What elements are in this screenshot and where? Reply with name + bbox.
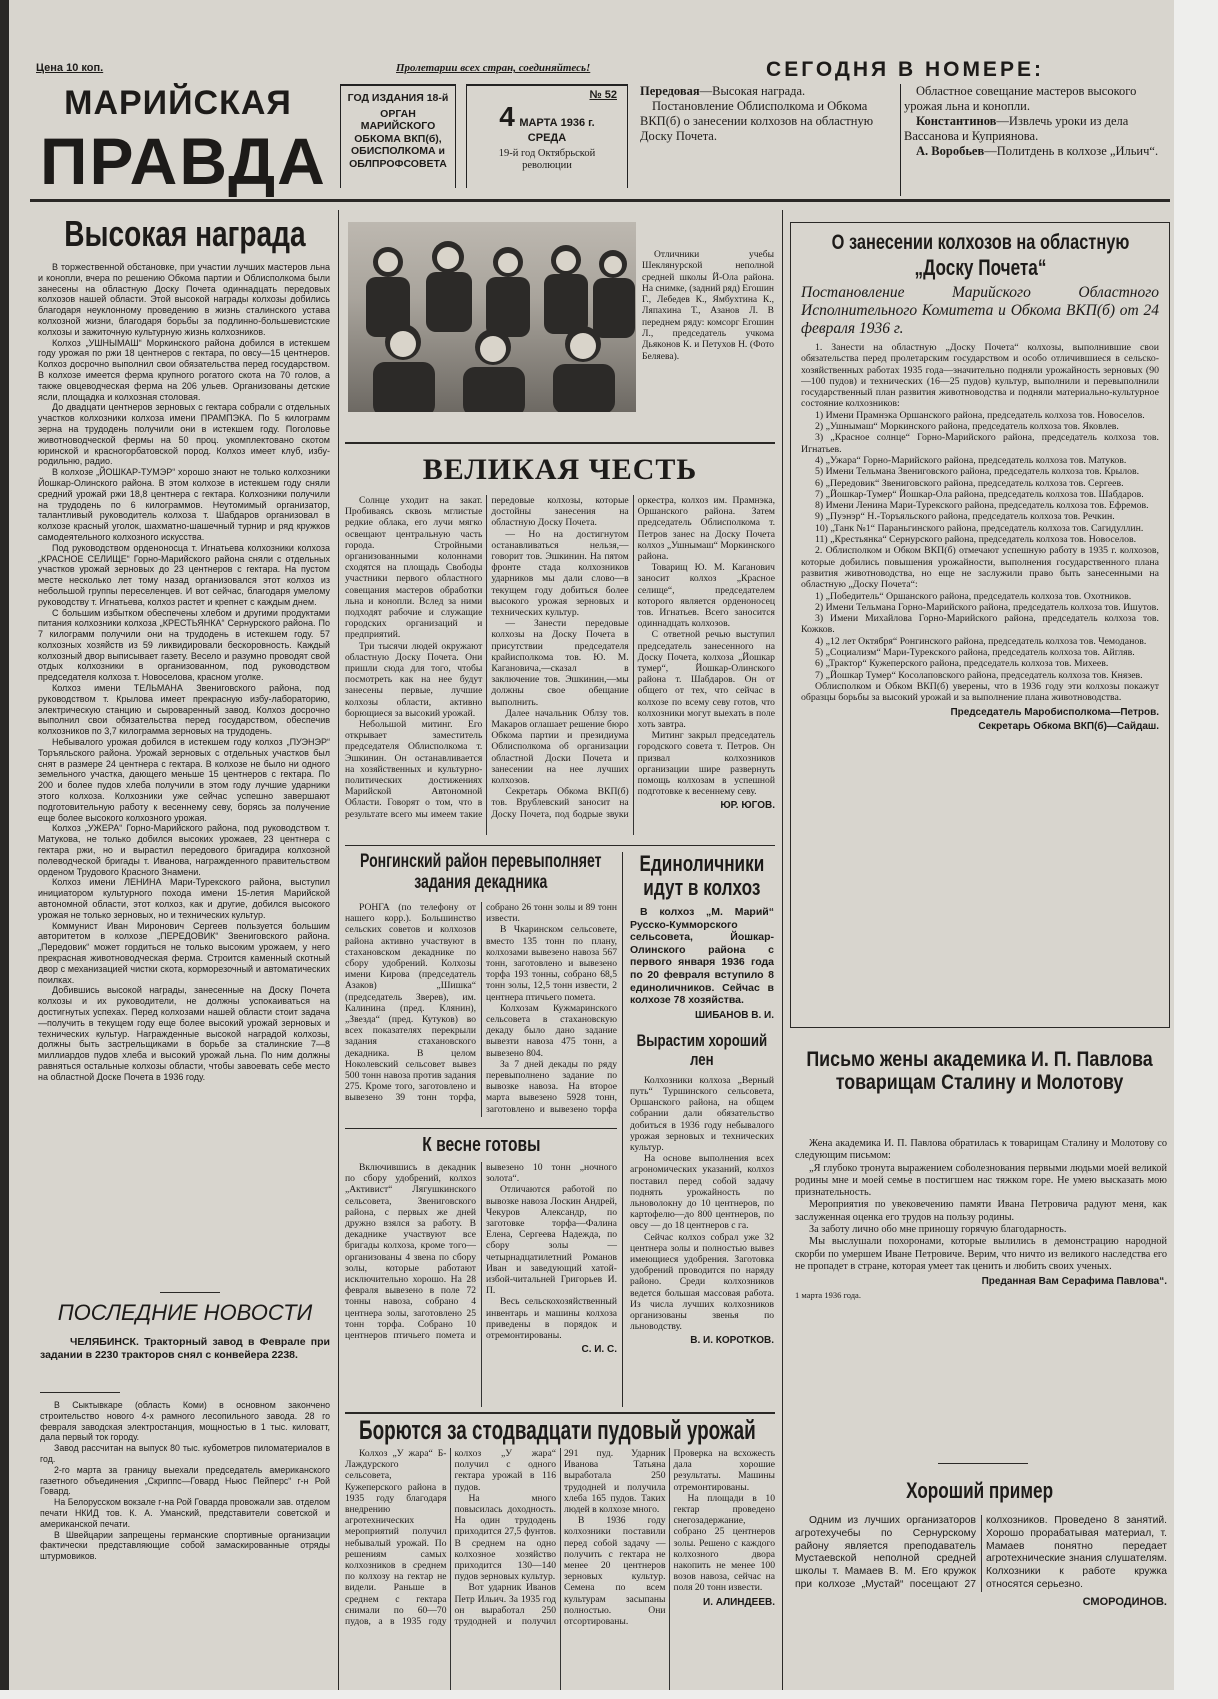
contents-item[interactable] [904,144,1160,159]
decree-list-item: 2) Имени Тельмана Горно-Марийского района, председатель колхоза тов. Ишутов. [815,601,1159,613]
paragraph: РОНГА (по телефону от нашего корр.). Большинство сельских советов и колхозов района активно участвуют в стахановском декаднике по сбору удобрений. Колхозы имени Кирова (председатель Азаков) „Шишка“ (председатель Зверев), им. Калинина (пред. Клянин), „Звезда“ (пред. Кутуков) во всех показателях перекрыли задания стахановского декадника. В целом Ноколевский сельсовет вывез 500 тонн навоза против задания 275. Кроме того, заготовлено и вывезено 39 тонн торфа, собрано 26 тонн золы и 89 тонн извести. [345,902,617,1104]
decree-list-item: 4) „12 лет Октября“ Ронгинского района, председатель колхоза тов. Чемоданов. [815,635,1147,647]
letter-title-text: Письмо жены академика И. П. Павлова товарищам Сталину и Молотову [806,1048,1154,1094]
decree-body [801,342,1159,732]
masthead-rule [30,199,1170,202]
example-body [795,1515,1167,1592]
decree-paragraph: 1. Занести на областную „Доску Почета“ колхозы, выполнившие свои обязательства перед пролетарским государством и особо отличившиеся в сельско-хозяйственных работах 1935 года—значительно подняли урожайность зерновых (90—100 пудов) и технических (16—25 пудов) культур, выполнили и перевыполнили государственный план развития животноводства и подняли материально-культурное состояние колхозников: [801,342,1159,410]
column-rule [338,210,339,1690]
spring-title-text: К весне готовы [421,1134,541,1156]
paragraph: В колхозе „ЙОШКАР-ТУМЭР“ хорошо знают не только колхозники Йошкар-Олинского района. В этом колхозе в истекшем году сняли средний урожай ржи 18,8 центнера с гектара. Колхозники получили на трудодень по 6 килограммов. Неутомимый организатор, талантливый руководитель колхоза т. Шабдаров организовал в колхозе красный уголок, шахматно-шашечный турнир и ряд кружков самодеятельного колхозного искусства. [38,467,330,542]
publisher-box [340,84,456,188]
paragraph: В Сыктывкаре (область Коми) в основном закончено строительство нового 4-х рамного лесопильного завода. 28 го февраля заводская электростанция, мощностью в 1 тыс. киловатт, дала первый ток городу. [40,1400,330,1443]
logo-top [28,84,328,122]
paragraph: С ответной речью выступил председатель занесенного на Доску Почета, колхоза „Йошкар тумер“, Йошкар-Олинского района т. Шабдаров. Он от общего от тех, что сейчас в колхозе по всему севу готов, что колхозники могут выехать в поле хоть завтра. [637,629,775,731]
contents-title: СЕГОДНЯ В НОМЕРЕ: [766,58,1044,81]
signature: В. И. КОРОТКОВ. [690,1335,774,1347]
individual-body: В колхоз „М. Марий“ Русско-Кумморского сельсовета, Йошкар-Олинского района с первого января 1936 года по 20 февраля вступило 8 единоличников. Сейчас в колхозе 78 хозяйства. [630,906,774,1007]
letter-signature: Преданная Вам Серафима Павлова“. [981,1276,1167,1288]
decree-paragraph: 2. Облисполком и Обком ВКП(б) отмечают успешную работу в 1935 г. колхозов, которые добились повышения урожайности, выполнения государственного плана развития животноводства, но еще не заслужили право быть занесенными на областную „Доску Почета“: [801,545,1159,591]
divider [345,1412,775,1414]
letter-body [795,1138,1167,1456]
paragraph: Колхоз „УШНЫМАШ“ Моркинского района добился в истекшем году урожая по ржи 18 центнеров с гектара, по овсу—15 центнеров. Колхоз досрочно выполнил свои обязательства перед государством. В колхозе имеется ферма крупного рогатого скота на 70 голов, а также овцеводческая ферма на 206 ульев. Организованы детские ясли, площадка и колхозная столовая. [38,337,330,402]
decree-title [801,231,1159,255]
letter-title [790,1048,1170,1094]
paragraph: Колхоз „У жара“ Б-Лаждурского сельсовета, Кужеперского района в 1935 году благодаря внедрению агротехнических мероприятий получил небывалый урожай. По решениям самых колхозников в среднем по колхозу на гектар не видели. Раньше в среднем с гектара снимали по 60—70 пудов, а в 1935 году колхоз „У жара“ получил с одного гектара урожай в 116 пудов. [345,1448,556,1628]
example-title [790,1478,1170,1504]
paragraph: До двадцати центнеров зерновых с гектара собрали с отдельных участков колхозники колхоза имени ПРАМПЭКА. По 5 килограмм зерна на трудодень получили они в истекшем году. Поголовье животноводческой фермы на 50 проц. укомплектовано скотом юринской и красногорбатовской пород. Колхоз имеет клуб, избу-родильню, радио. [38,402,330,467]
column-rule [782,210,783,1690]
paragraph: Небывалого урожая добился в истекшем году колхоз „ПУЭНЭР“ Торъяльского района. Урожай зерновых с отдельных участков был снят в размере 24 центнера с гектара. В колхозе не было ни одного земельного участка, дающего меньше 15 центнеров с гектара. По 200 и более пудов хлеба получили в этом году лучшие ударники этого колхоза. Колхозники уже сейчас успешно завершают подготовительную работу к весеннему севу, борясь за получение еще более высокого колхозного урожая. [38,737,330,823]
individual-signature: ШИБАНОВ В. И. [694,1009,774,1021]
decree-list-item: 5) Имени Тельмана Звениговского района, председатель колхоза тов. Крылов. [815,466,1140,478]
editorial-body [38,262,330,1282]
students-photo [348,222,636,412]
org-line: МАРИЙСКОГО [360,120,436,132]
decree-list-item: 8) Имени Ленина Мари-Турекского района, председатель колхоза тов. Ефремов. [815,500,1149,512]
paragraph: С большим избытком обеспечены хлебом и другими продуктами питания колхозники колхоза „КРЕСТЬЯНКА“ Сернурского района. По 7 килограмм получили они на трудодень в истекшем году. 57 колхозных хозяйств из 59 ликвидировали бескоровность. Каждый колхозный двор выписывает газету. Весело и разумно проводят свой отдых колхозники в организованном, под руководством председателя колхоза т. Новоселова, красном уголке. [38,607,330,683]
date-month: МАРТА 1936 г. [519,117,595,129]
paragraph: На площади в 10 гектар проведено снегозадержание, собрано 25 центнеров золы. Решено с каждого колхозного двора накопить не менее 100 возов навоза, сейчас на поля 20 тонн извести. [673,1492,775,1594]
decree-list-item: 7) „Йошкар Тумер“ Косолаповского района, председатель колхоза тов. Князев. [815,669,1143,681]
paragraph: Товарищ Ю. М. Каганович заносит колхоз „Красное селище“, председателем которого является орденоносец тов. Игнатьев. Всего заносится одиннадцать колхозов. [637,562,775,630]
paragraph: Завод рассчитан на выпуск 80 тыс. кубометров пиломатериалов в год. [40,1443,330,1464]
paragraph: Секретарь Обкома ВКП(б) тов. Врублевский заносит на Доску Почета, под бодрые звуки оркестра, колхоз им. Прамнэка, Оршанского района. Затем председатель Облисполкома т. Петров занес на Доску Почета колхоз „Ушнымаш“ Моркинского района. [491,495,775,820]
flax-body [628,1075,776,1347]
contents-item-bold: Передовая [640,84,700,98]
paragraph: Добившись высокой награды, занесенные на Доску Почета колхозы и их руководители, не должны успокаиваться на достигнутых успехах. Перед колхозами нашей области стоит задача—получить в текущем году еще более высокий урожай зерновых и технических культур. Награжденные высокой наградой колхозы, должны быть застрельщиками в борьбе за сталинские 7—8 миллиардов пудов хлеба и высокий урожай льна. По ним должны равняться остальные колхозы области, чтобы завоевать себе место на областной Доске Почета в 1936 году. [38,985,330,1082]
ronga-body [345,902,617,1117]
divider [345,845,775,846]
photo-caption-text: Отличники учебы Шеклянурской неполной средней школы Й-Ола района. На снимке, (задний ряд) Егошин Г., Лебедев К., Ямбухтина К., Ляпахина Т., Азанов Л. В переднем ряду: комсорг Егошин Л., председатель учкома Дьяконов К. и Петухов Н. [642,250,774,351]
photo-credit: (Фото Беляева). [642,340,774,362]
divider [938,1463,1028,1464]
decree-list-item: 3) Имени Михайлова Горно-Марийского района, председатель колхоза тов. Кожков. [801,613,1159,636]
decree-list-item: 10) „Танк №1“ Параньгинского района, председатель колхоза тов. Сагидуллин. [815,522,1144,534]
decree-list-item: 1) Имени Прамнэка Оршанского района, председатель колхоза тов. Новоселов. [815,409,1145,421]
contents-item-bold: Константинов [916,114,997,128]
example-text: Одним из лучших организаторов агротехучебы по Сернурскому району является преподаватель Мустаевской неполной средней школы т. Мамаев В. М. Его кружок при колхозе „Мустай“ посещают 27 колхозников. Проведено 8 занятий. Хорошо прорабатывая материал, т. Мамаев понятно передает агротехнические знания слушателям. Колхозники к работе кружка относятся серьезно. [795,1515,1167,1590]
decree-list-item: 3) „Красное солнце“ Горно-Марийского района, председатель колхоза тов. Игнатьев. [801,432,1159,455]
paragraph: Отличаются работой по вывозке навоза Лоскин Андрей, Чекуров Александр, по заготовке торфа—Фалина Елена, Сергеева Надежда, по сбору золы — четырнадцатилетний Романов Иван и заведующий хатой-избой-читальней Григорьев И. П. [486,1184,617,1297]
harvest-title [345,1415,775,1445]
paragraph: Митинг закрыл председатель городского совета т. Петров. Он призвал колхозников организации шире развернуть помощь колхозам в успешной подготовке к весеннему севу. [637,730,775,798]
page-edge [0,0,9,1690]
decree-signature: Секретарь Обкома ВКП(б)—Сайдаш. [978,720,1159,732]
paragraph: Коммунист Иван Миронович Сергеев пользуется большим авторитетом в колхозе „ПЕРЕДОВИК“ Звениговского района. „Передовик“ может гордиться не только высоким урожаем, у него прекрасная животноводческая ферма. Строится каменный скотный двор с механизацией чистки скота, корморезочный и автоматических поилках. [38,920,330,985]
slogan: Пролетарии всех стран, соединяйтесь! [396,62,591,74]
decree-signature: Председатель Маробисполкома—Петров. [950,706,1159,718]
date-box [466,84,628,188]
revolution-year: 19-й год Октябрьской революции [498,148,596,171]
decree-list-item: 7) „Йошкар-Тумер“ Йошкар-Ола района, председатель колхоза тов. Шабдаров. [815,488,1144,500]
honor-title: ВЕЛИКАЯ ЧЕСТЬ [422,453,698,486]
paragraph: Жена академика И. П. Павлова обратилась к товарищам Сталину и Молотову со следующим письмом: [795,1138,1167,1162]
spring-title [345,1133,617,1157]
contents-item[interactable] [640,84,896,99]
paragraph: На много повысилась доходность. На один трудодень приходится 27,5 фунтов. В среднем на одно колхозное хозяйство приходится 130—140 пудов зерновых культур. [454,1492,556,1583]
divider [345,442,775,444]
paragraph: Три тысячи людей окружают областную Доску Почета. Они пришли сюда для того, чтобы посмотреть как на нее будут занесены первые, лучшие колхозы области, активно борющиеся за высокий урожай. [345,640,483,719]
decree-paragraph: Облисполком и Обком ВКП(б) уверены, что в 1936 году эти колхозы покажут образцы борьбы за высокий урожай и за выполнение плана животноводства. [801,680,1159,704]
decree-list-item: 6) „Трактор“ Кужеперского района, председатель колхоза тов. Михеев. [815,658,1109,670]
paragraph: Колхозам Кужмаринского сельсовета в стахановскую декаду было дано задание вывезти навоза 475 тонн, а вывезено 804. [486,1002,617,1059]
decree-list-item: 11) „Крестьянка“ Сернурского района, председатель колхоза тов. Новоселов. [815,534,1137,546]
individual-title-text: Единоличники идут в колхоз [639,852,765,900]
contents-item-text: —Извлечь уроки из дела Вассанова и Куприянова. [904,114,1129,143]
weekday: СРЕДА [527,132,567,144]
news-lead: ЧЕЛЯБИНСК. Тракторный завод в Феврале при задании в 2230 тракторов снял с конвейера 2238. [40,1336,330,1361]
org-line: ГОД ИЗДАНИЯ 18-й [347,92,449,104]
divider [160,1292,220,1293]
letter-date: 1 марта 1936 года. [795,1289,861,1300]
honor-body [345,495,775,835]
contents-item-text: Областное совещание мастеров высокого урожая льна и конопли. [904,84,1137,113]
paragraph: Колхоз имени ТЕЛЬМАНА Звениговского района, под руководством т. Крылова имеет прекрасную избу-лабораторию, электрическую станцию и сыроваренный завод. Колхоз досрочно выполнил свои обязательства перед государством, обеспечив колхозников по 3,7 килограмма зерновых на трудодень. [38,683,330,737]
decree-list-item: 1) „Победитель“ Оршанского района, председатель колхоза тов. Охотников. [815,590,1132,602]
signature: ЮР. ЮГОВ. [720,800,775,812]
paragraph: Мы выслушали похоронами, которые вылились в демонстрацию народной скорби по умершем Иване Петровиче. Верим, что ничто из великого наследства его не пропадет в стране, которая умеет так ценить и любить своих ученых. [795,1236,1167,1272]
paragraph: Солнце уходит на закат. Пробиваясь сквозь мглистые редкие облака, его лучи мягко освещают центральную часть города. Стройными организованными колоннами сходятся на площадь Свободы участники первого областного совещания мастеров обработки льна и конопли. Вслед за ними подходят рабочие и служащие городских организаций и предприятий. [345,495,483,641]
org-line: ОБКОМА ВКП(б), [354,132,442,145]
decree-list-item: 4) „Ужара“ Горно-Марийского района, председатель колхоза тов. Матуков. [815,454,1127,466]
paragraph: „Я глубоко тронута выражением соболезнования первыми людьми моей великой родины мне и моей семье в постигшем нас тяжком горе. Не умею высказать мою признательность. [795,1162,1167,1199]
harvest-body [345,1448,775,1690]
paragraph: На основе выполнения всех агрономических указаний, колхоз поставил перед собой задачу поднять урожайность по льноволокну до 10 центнеров, по картофелю—до 800 центнеров, по овсу — до 18 центнеров с га. [630,1153,774,1232]
news-list [40,1400,330,1690]
paragraph: В Швейцарии запрещены германские спортивные организации фактически представляющие собой замаскированные отряды штурмовиков. [40,1529,330,1562]
decree-list-item: 5) „Социализм“ Мари-Турекского района, председатель колхоза тов. Айгляв. [815,647,1135,659]
contents-list [640,84,1160,196]
middle-right-subcolumn [628,852,776,1408]
paragraph: Колхоз имени ЛЕНИНА Мари-Турекского района, выступил инициатором культурного похода имени 15-летия Марийской автономной области, этот колхоз, как и другие, добился высокого урожая не только зерновых, но и технических культур. [38,877,330,920]
decree-title-2: „Доску Почета“ [914,255,1046,280]
contents-item[interactable] [904,114,1160,144]
ronga-title [345,851,617,893]
example-section [795,1515,1167,1687]
photo-figures [348,222,636,412]
paragraph: Весь сельскохозяйственный инвентарь и машины колхоза приведены в порядок и отремонтированы. [486,1296,617,1342]
flax-title-text: Вырастим хороший лен [636,1030,768,1069]
paragraph: Колхоз „УЖЕРА“ Горно-Марийского района, под руководством т. Матукова, не только добился высоких урожаев, 23 центнера с гектара ржи, но и вырастил передового бригадира колхозной полеводческой бригады т. Иванова, награжденного правительством орденом Трудового Красного Знамени. [38,823,330,877]
paragraph: За заботу лично обо мне приношу горячую благодарность. [809,1224,1067,1236]
contents-item-text: —Политдень в колхозе „Ильич“. [984,144,1159,158]
paragraph: Колхозники колхоза „Верный путь“ Туршинского сельсовета, Оршанского района, на общем собрании дали обязательство добиться в 1936 году небывалого урожая зерновых и технических культур. [630,1074,774,1153]
decree-title-2-wrap [801,255,1159,280]
divider [40,1392,120,1393]
paragraph: Сейчас колхоз собрал уже 32 центнера золы и полностью вывез имеющиеся удобрения. Заготовка удобрений проводится по наряду районо. Среди колхозников ведется большая массовая работа. Из числа лучших колхозников организованы звенья по льноводству. [630,1231,774,1333]
paragraph: На Белорусском вокзале г-на Рой Говарда провожали зав. отделом печати НКИД тов. К. А. Уманский, представители советской и американской печати. [40,1497,330,1529]
example-signature: СМОРОДИНОВ. [1082,1595,1167,1608]
decree-list-item: 6) „Передовик“ Звениговского района, председатель колхоза тов. Сергеев. [815,477,1124,489]
flax-title [628,1031,776,1069]
column-rule [622,852,623,1407]
date-day: 4 [499,101,515,132]
logo-bottom [40,124,327,198]
paragraph: В Чкаринском сельсовете, вместо 135 тонн по плану, колхозами вывезено навоза 567 тонн, заготовлено и вывезено торфа 193 тонны, собрано 68,5 тонн золы, 12,5 тонн извести, 2 центнера птичьего помета. [486,924,617,1003]
decree-list-item: 2) „Ушнымаш“ Моркинского района, председатель колхоза тов. Яковлев. [815,421,1119,433]
paragraph: За 7 дней декады по ряду перевыполнено задание по вывозке навоза. На второе марта вывезено 5928 тонн, заготовлено и вывезено торфа [486,1058,617,1115]
decree-list-item: 9) „Пуэнэр“ Н.-Торъяльского района, председатель колхоза тов. Речкин. [815,511,1115,523]
org-line: ОБИСПОЛКОМА и [351,145,445,157]
issue-number: № 52 [589,89,617,101]
decree-box [790,222,1170,1028]
paragraph: Вот ударник Иванов Петр Ильич. За 1935 год он выработал 250 трудодней и получил 291 пуд. Ударник Иванова Татьяна выработала 250 трудодней и получила хлеба 165 пудов. Таких людей в колхозе много. [454,1448,666,1628]
paragraph: Мероприятия по увековечению памяти Ивана Петровича радуют меня, как заслуженная оценка его трудов на пользу родины. [795,1199,1167,1223]
signature: С. И. С. [581,1344,617,1356]
contents-item-bold: А. Воробьев [916,144,985,158]
decree-title-1: О занесении колхозов на областную [831,231,1129,254]
ronga-title-text: Ронгинский район перевыполняет задания декадника [360,851,602,893]
org-line: ОБЛПРОФСОВЕТА [349,157,447,170]
paragraph: Далее начальник Облзу тов. Макаров оглашает решение бюро Обкома партии и президиума Облисполкома об организации областной Доски Почета и занесении на нее лучших колхозов. [491,707,629,787]
paragraph: 2-го марта за границу выехали председатель американского газетного объединения „Скриппс—Говард Ньюс Пейперс“ г-н Рой Говард. [40,1464,330,1497]
logo-top-text: МАРИЙСКАЯ [64,84,292,122]
paragraph: — Занести передовые колхозы на Доску Почета в присутствии председателя крайисполкома тов. Ю. М. Кагановича,—сказал в заключение тов. Эшкинин,—мы должны свое обещание выполнить. [491,618,629,708]
price: Цена 10 коп. [36,62,104,74]
individual-title [628,852,776,900]
spring-body [345,1162,617,1407]
org-line: ОРГАН [380,107,416,120]
logo-bottom-text: ПРАВДА [40,124,327,198]
news-title: ПОСЛЕДНИЕ НОВОСТИ [57,1300,313,1325]
harvest-title-text: Борются за стодвадцати пудовый урожай [359,1415,756,1445]
paragraph: Небольшой митинг. Его открывает заместитель председателя Облисполкома т. Эшкинин. Он останавливается на хозяйственных и культурно-политических достижениях Марийской Автономной Области. Говорят о том, что в результате всего мы имеем такие передовые колхозы, которые достойны занесения на областную Доску Почета. [345,495,629,820]
contents-item-text: —Высокая награда. [699,84,806,98]
contents-item-text: Постановление Облисполкома и Обкома ВКП(б) о занесении колхозов на областную Доску Почета. [640,99,874,143]
paragraph: — Но на достигнутом останавливаться нельзя,—говорит тов. Эшкинин. На пятом фронте стада колхозников ударников мы дали слово—в текущем году добиться более высокого урожая зерновых и технических культур. [491,528,629,619]
contents-item[interactable] [640,99,896,144]
paragraph: В 1936 году колхозники поставили перед собой задачу — получить с гектара не менее 20 центнеров зерновых культур. Семена по всем культурам засыпаны полностью. Они отсортированы. Проверка на всхожесть дала хорошие результаты. Машины отремонтированы. [564,1448,775,1628]
divider [345,1128,617,1129]
paragraph: В торжественной обстановке, при участии лучших мастеров льна и конопли, вчера по решению Обкома партии и Облисполкома были занесены на областную Доску Почета одиннадцать передовых колхозов нашей области. Этой высокой награды колхозы добились благодаря неуклонному проведению в жизнь сталинского устава колхозной жизни, благодаря борьбы за подлинно-большевистские колхозы и зажиточную культурную жизнь колхозников. [38,262,330,337]
paragraph: Под руководством орденоносца т. Игнатьева колхозники колхоза „КРАСНОЕ СЕЛИЩЕ“ Горно-Марийского района сняли с отдельных участков урожай зерновых до 23 центнеров с гектара. На пустом месте несколько лет тому назад организовался этот колхоз из небольшой группы переселенцев. И вот сейчас, благодаря умелому руководству т. Игнатьева, колхоз растет и крепнет с каждым днем. [38,542,330,607]
paragraph: Включившись в декадник по сбору удобрений, колхоз „Активист“ Лягушкинского сельсовета, Звениговского района, с первых же дней дружно взялся за работу. В декаднике участвуют все бригады колхоза, кроме того—организованы 4 звена по сбору золы, которые работают исключительно хорошо. На 28 февраля вывезено в поле 72 тонны навоза, собрано 4 центнера золы, заготовлено 25 тонн торфа. Собрано 10 центнеров птичьего помета и вывезено 10 тонн „ночного золота“. [345,1162,617,1342]
decree-subtitle: Постановление Марийского Областного Исполнительного Комитета и Обкома ВКП(б) от 24 февраля 1936 г. [801,284,1159,337]
example-title-text: Хороший пример [906,1478,1054,1503]
editorial-title [40,214,330,254]
signature: И. АЛИНДЕЕВ. [703,1596,775,1608]
editorial-title-text: Высокая награда [64,213,306,254]
photo-caption [642,250,774,435]
contents-item[interactable] [904,84,1160,114]
